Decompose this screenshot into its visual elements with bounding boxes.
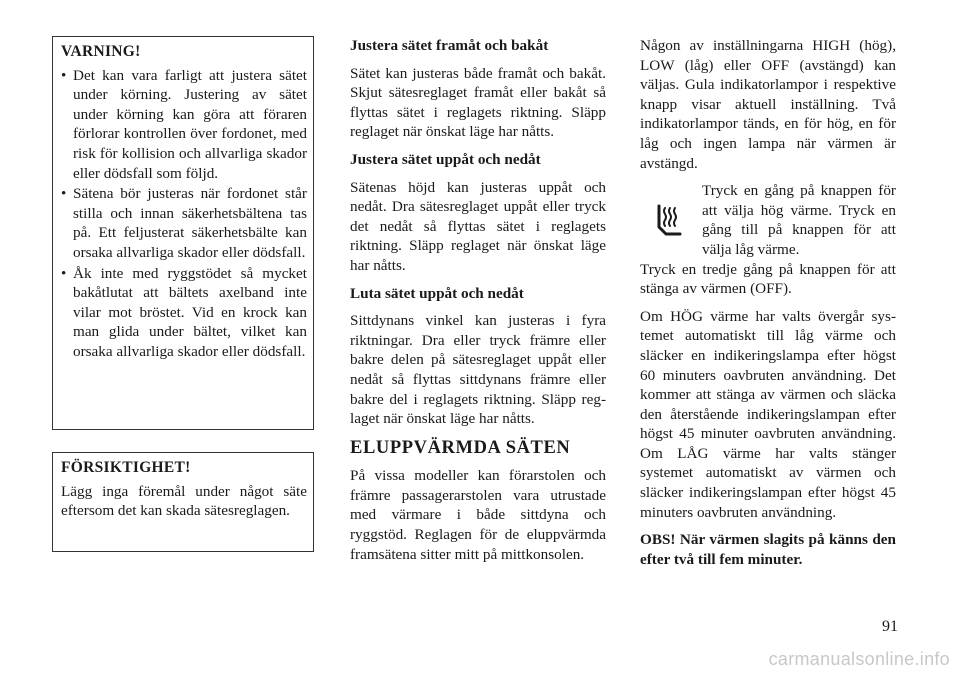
heading-height: Justera sätet uppåt och nedåt [350,150,541,168]
warning-title: VARNING! [61,43,141,60]
icon-instruction-text: Tryck en gång på knappen för att välja hög värme. Tryck en gång till på knappen för att välja låg värme. [702,182,896,258]
caution-box [52,452,314,552]
icon-instruction-row [640,181,896,259]
paragraph-fore-aft: Sätet kan justeras både framåt och bakåt. Skjut sätesreglaget framåt eller bakåt så flyttas sätet i reglagets riktning. Släpp reglaget när önskat läge har nåtts. [350,64,606,141]
paragraph-off: Tryck en tredje gång på knappen för att stänga av värmen (OFF). [640,260,896,298]
heading-tilt: Luta sätet uppåt och nedåt [350,284,524,302]
heated-seat-icon [640,181,696,259]
warning-item: • Sätena bör justeras när fordonet står stilla och innan säkerhetsbältena tas på. Ett feljusterat säkerhetsbälte kan orsaka allvarliga skador eller dödsfall. [61,184,307,262]
warning-item: • Åk inte med ryggstödet så mycket bakåtlutat att bältets axelband inte vilar mot bröstet. Vid en krock kan man glida under bältet, vilket kan orsaka allvarliga skador eller dödsfall. [61,264,307,362]
note-text: OBS! När värmen slagits på känns den efter två till fem minuter. [640,531,896,568]
left-column [52,36,314,552]
paragraph-height: Sätenas höjd kan justeras uppåt och nedåt. Dra sätesreglaget uppåt eller tryck det nedåt så flyttas sätet i reglagets riktning. Släpp reglaget när önskat läge har nåtts. [350,178,606,274]
caution-title: FÖRSIKTIGHET! [61,459,191,476]
warning-box [52,36,314,430]
middle-column [350,36,606,572]
caution-text: Lägg inga föremål under något säte eftersom det kan skada sätesreglagen. [61,482,307,520]
page-number: 91 [882,618,898,635]
paragraph-heated-seats-intro: På vissa modeller kan förarstolen och främre passagerarstolen vara utrustade med värmare i både sittdyna och ryggstöd. Reglagen för de eluppvärmda framsätena sitter mitt på mittkonsolen. [350,467,606,563]
warning-item: • Det kan vara farligt att justera sätet under körning. Justering av sätet under körning kan göra att föraren förlorar kontrollen över fordonet, med risk för kollision och allvarliga skador eller dödsfall som följd. [61,66,307,184]
warning-list [61,66,307,362]
paragraph-settings: Någon av inställningarna HIGH (hög), LOW (låg) eller OFF (avstängd) kan väljas. Gula indikatorlampor i respektive knapp visar aktuell inställning. Två indikatorlampor tänds, en för hög, en för låg och ingen lampa när värmen är avstängd. [640,37,896,172]
paragraph-tilt: Sittdynans vinkel kan justeras i fyra riktningar. Dra eller tryck främre eller bakre delen på sätesreglaget uppåt eller nedåt så flyttas sittdynans främre eller bakre del i reglagets riktning. Släpp reglaget när önskat läge har nåtts. [350,312,606,428]
section-title-heated-seats: ELUPPVÄRMDA SÄTEN [350,437,571,458]
watermark: carmanualsonline.info [768,649,950,669]
paragraph-auto-off: Om HÖG värme har valts övergår systemet automatiskt till låg värme och släcker en indikeringslampa efter högst 60 minuters oavbruten användning. Det kommer att stänga av värmen och släcka den återstående indikeringslampan efter högst 45 minuter oavbruten användning. Om LÅG värme har valts stänger systemet automatiskt av värmen och släcker indikeringslampan efter högst 45 minuters oavbruten användning. [640,307,896,521]
right-column [640,36,896,577]
heading-fore-aft: Justera sätet framåt och bakåt [350,37,549,54]
